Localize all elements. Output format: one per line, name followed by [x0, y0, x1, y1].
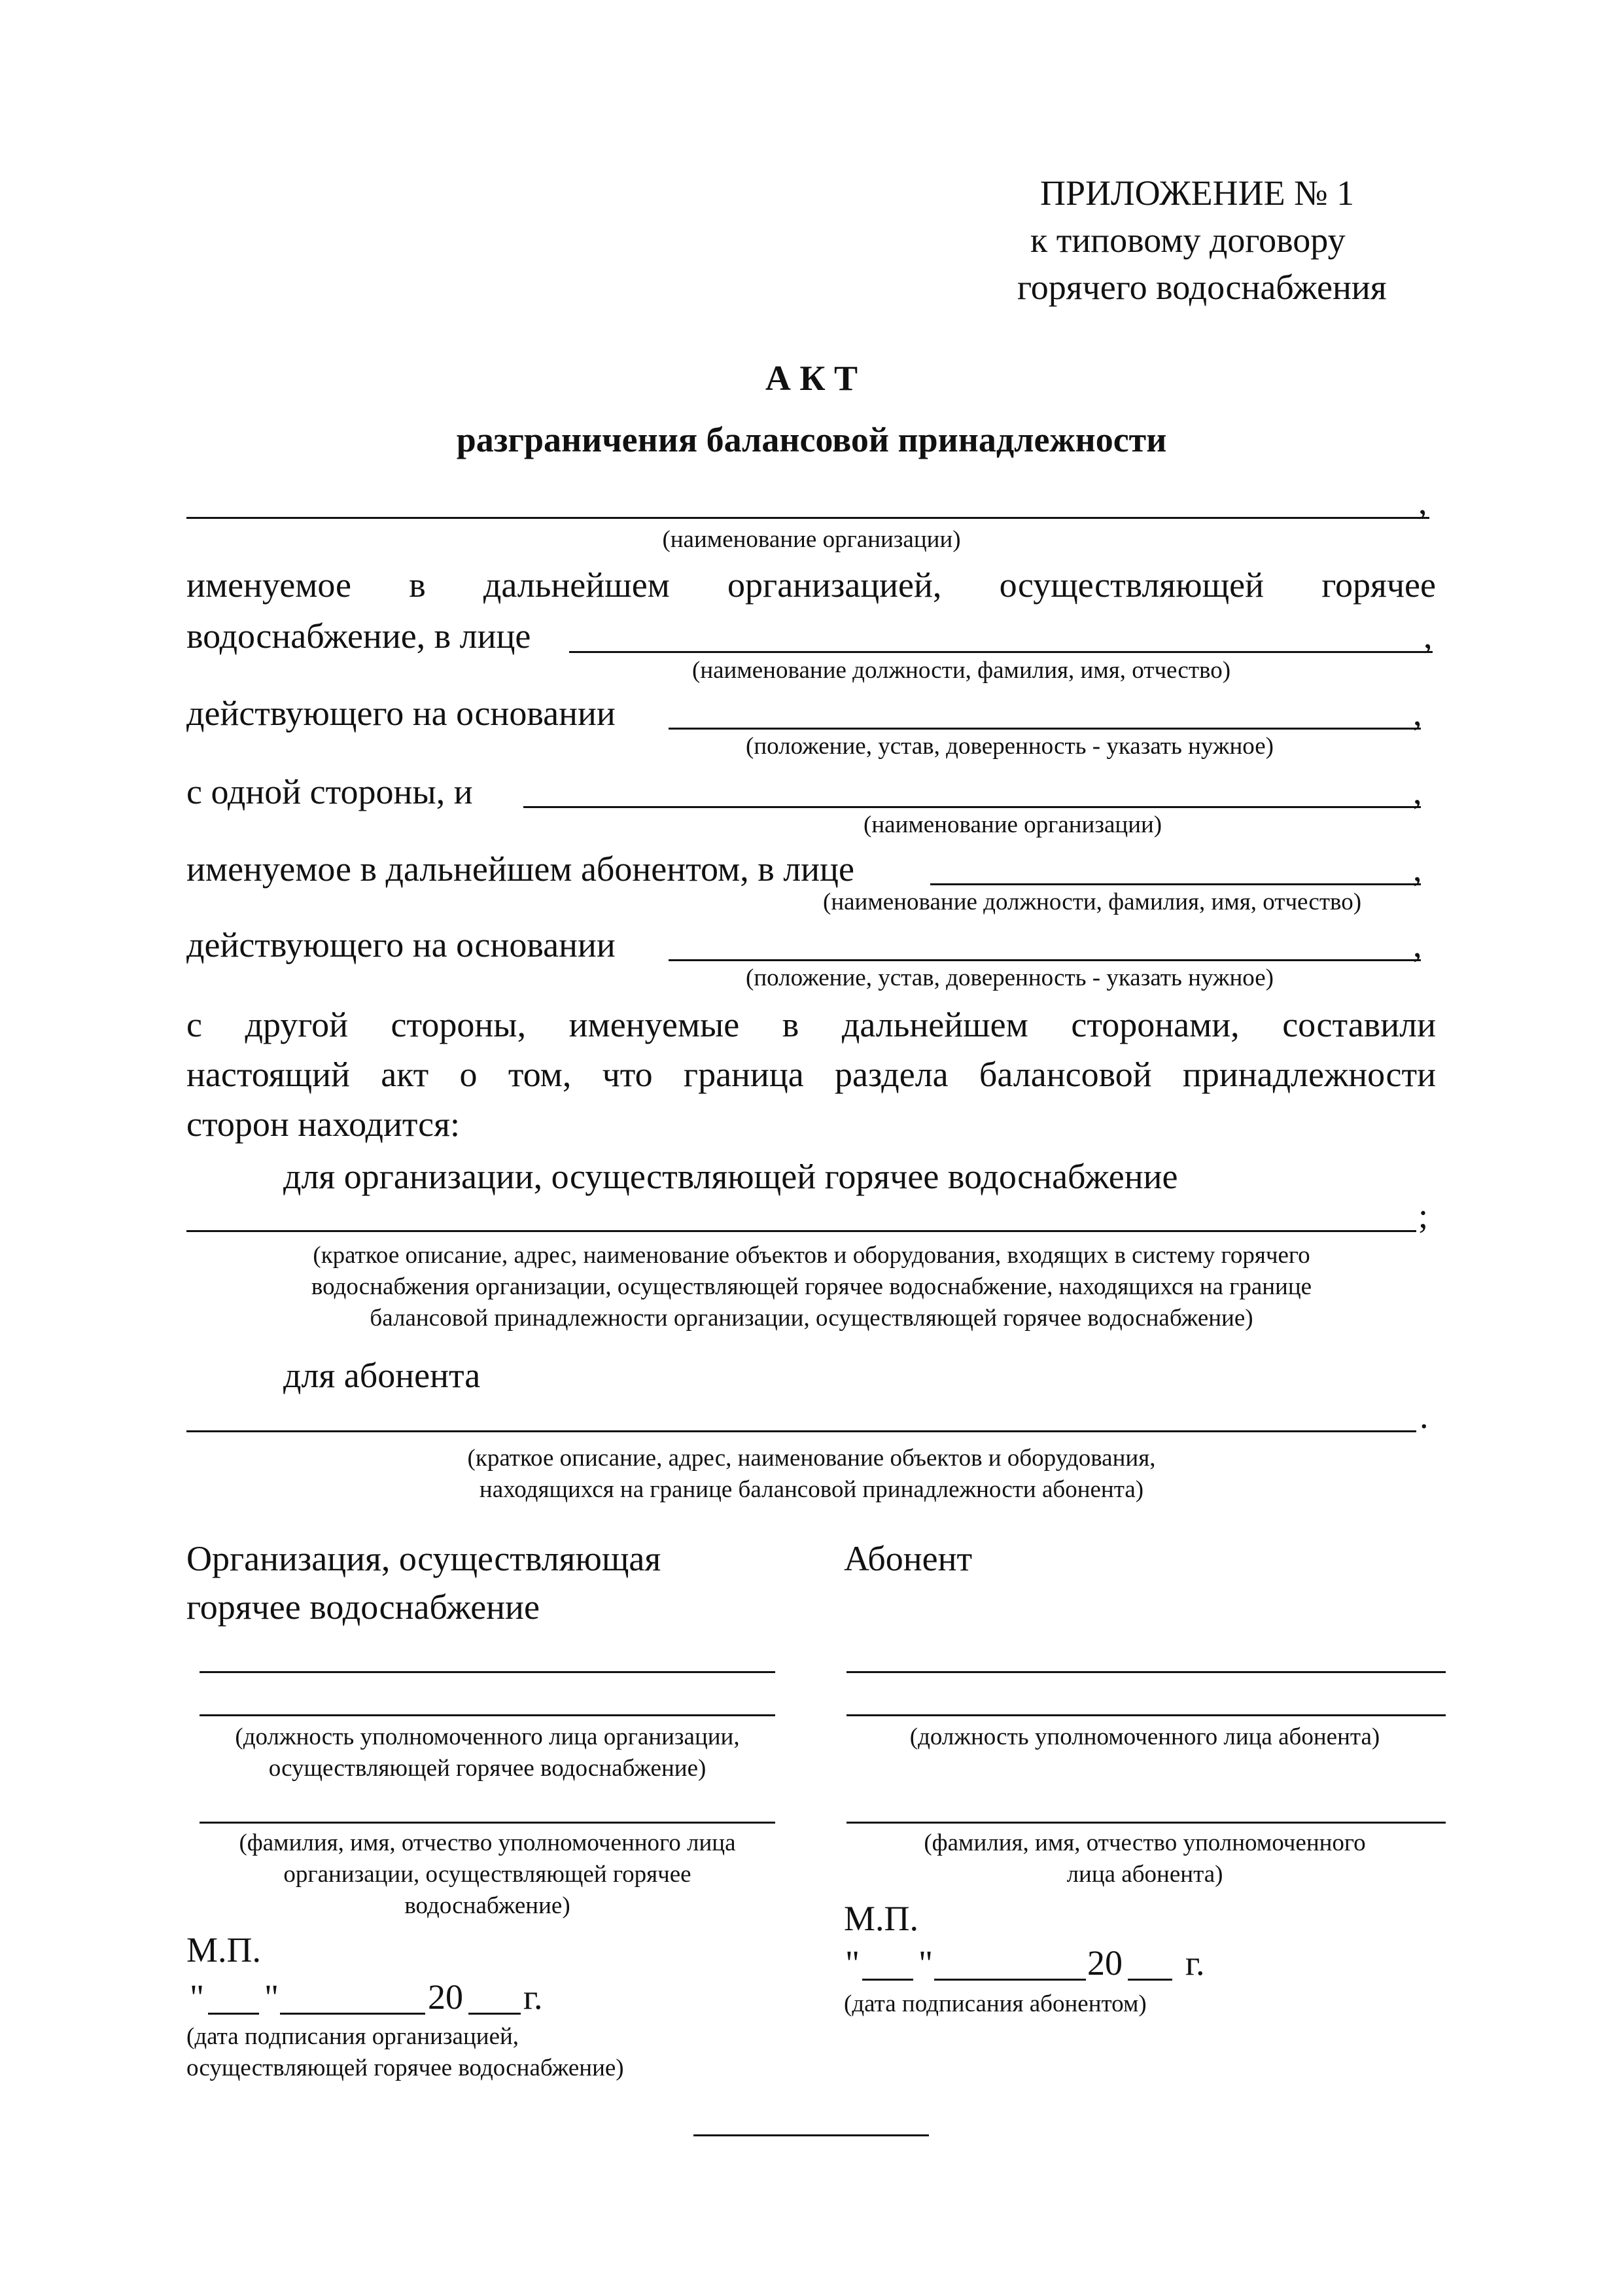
word: дальнейшем — [483, 565, 670, 605]
left-sign-line-1[interactable] — [200, 1671, 775, 1673]
word: принадлежности — [1182, 1055, 1436, 1094]
paragraph1-line2: водоснабжение, в лице — [186, 616, 531, 656]
right-date-day-line[interactable] — [862, 1979, 913, 1981]
left-name-caption-2: организации, осуществляющей горячее — [283, 1861, 691, 1888]
word: организацией, — [727, 565, 942, 605]
org-name-line[interactable] — [186, 517, 1429, 519]
word: горячее — [1321, 565, 1436, 605]
org-boundary-semicolon: ; — [1418, 1196, 1429, 1235]
left-date-year: 20 — [428, 1977, 463, 2017]
left-name-caption-1: (фамилия, имя, отчество уполномоченного лица — [239, 1829, 736, 1856]
left-name-line[interactable] — [200, 1822, 775, 1824]
representative-comma: , — [1423, 616, 1433, 656]
one-side-label: с одной стороны, и — [186, 772, 473, 811]
document-subtitle: разграничения балансовой принадлежности — [456, 420, 1167, 459]
subscriber-person-label: именуемое в дальнейшем абонентом, в лице — [186, 849, 854, 889]
left-position-caption-1: (должность уполномоченного лица организации, — [235, 1723, 740, 1750]
org-boundary-caption-3: балансовой принадлежности организации, осуществляющей горячее водоснабжение) — [370, 1305, 1253, 1332]
paragraph2-line3: сторон находится: — [186, 1104, 460, 1144]
word: что — [602, 1055, 653, 1094]
word: в — [409, 565, 426, 605]
left-date-month-line[interactable] — [280, 2013, 425, 2015]
subscriber-org-comma: , — [1413, 772, 1422, 811]
subscriber-boundary-line[interactable] — [186, 1430, 1416, 1432]
right-position-caption: (должность уполномоченного лица абонента) — [909, 1723, 1380, 1750]
paragraph2-line2 — [186, 1053, 1436, 1095]
subscriber-boundary-caption-2: находящихся на границе балансовой принадлежности абонента) — [479, 1476, 1144, 1503]
word: именуемые — [568, 1005, 740, 1044]
word: о — [459, 1055, 478, 1094]
representative-caption: (наименование должности, фамилия, имя, отчество) — [692, 657, 1231, 684]
acting-basis-label: действующего на основании — [186, 694, 616, 733]
org-representative-line[interactable] — [569, 651, 1433, 653]
right-sign-title: Абонент — [844, 1539, 973, 1578]
word: том, — [508, 1055, 572, 1094]
right-name-caption-2: лица абонента) — [1066, 1861, 1223, 1888]
word: настоящий — [186, 1055, 350, 1094]
word: акт — [381, 1055, 429, 1094]
left-date-caption-1: (дата подписания организацией, — [186, 2023, 519, 2050]
word: раздела — [834, 1055, 949, 1094]
for-subscriber-label: для абонента — [283, 1356, 481, 1395]
left-date-quote-open: " — [190, 1977, 205, 2017]
subscriber-boundary-caption-1: (краткое описание, адрес, наименование объектов и оборудования, — [467, 1445, 1156, 1472]
acting-basis2-label: действующего на основании — [186, 925, 616, 964]
subscriber-person-line[interactable] — [930, 883, 1421, 885]
left-sign-title-2: горячее водоснабжение — [186, 1587, 540, 1627]
acting-basis2-comma: , — [1413, 925, 1422, 964]
word: стороны, — [391, 1005, 527, 1044]
left-position-line[interactable] — [200, 1714, 775, 1716]
word: с — [186, 1005, 202, 1044]
document-title: А К Т — [765, 359, 858, 398]
word: в — [782, 1005, 799, 1044]
left-date-year-line[interactable] — [468, 2013, 521, 2015]
right-position-line[interactable] — [846, 1714, 1446, 1716]
acting-basis-line[interactable] — [669, 728, 1421, 730]
paragraph2-line1 — [186, 1004, 1436, 1046]
appendix-number: ПРИЛОЖЕНИЕ № 1 — [1040, 173, 1355, 213]
right-date-month-line[interactable] — [934, 1979, 1086, 1981]
appendix-ref-line2: горячего водоснабжения — [1017, 268, 1387, 307]
left-sign-title-1: Организация, осуществляющая — [186, 1539, 661, 1578]
acting-basis-comma: , — [1413, 694, 1422, 733]
word: другой — [245, 1005, 348, 1044]
right-date-quote-close: " — [918, 1943, 934, 1983]
right-sign-line-1[interactable] — [846, 1671, 1446, 1673]
word: балансовой — [979, 1055, 1152, 1094]
paragraph1-line1 — [186, 564, 1436, 606]
right-name-line[interactable] — [846, 1822, 1446, 1824]
org-boundary-caption-1: (краткое описание, адрес, наименование объектов и оборудования, входящих в систему горячего — [313, 1242, 1310, 1269]
acting-basis2-line[interactable] — [669, 959, 1421, 961]
subscriber-boundary-period: . — [1420, 1396, 1429, 1436]
left-date-caption-2: осуществляющей горячее водоснабжение) — [186, 2055, 624, 2081]
acting-basis-caption: (положение, устав, доверенность - указать нужное) — [746, 733, 1274, 760]
right-stamp: М.П. — [844, 1899, 919, 1938]
left-date-g: г. — [523, 1977, 543, 2017]
subscriber-person-caption: (наименование должности, фамилия, имя, отчество) — [823, 889, 1362, 915]
subscriber-org-caption: (наименование организации) — [864, 811, 1162, 838]
word: именуемое — [186, 565, 351, 605]
subscriber-person-comma: , — [1413, 849, 1422, 889]
org-name-comma: , — [1418, 482, 1427, 521]
word: осуществляющей — [999, 565, 1265, 605]
org-boundary-line[interactable] — [186, 1230, 1416, 1232]
right-date-g: г. — [1185, 1943, 1205, 1983]
appendix-ref-line1: к типовому договору — [1030, 221, 1346, 260]
org-name-caption: (наименование организации) — [662, 526, 961, 553]
word: составили — [1282, 1005, 1436, 1044]
right-date-year: 20 — [1087, 1943, 1123, 1983]
left-stamp: М.П. — [186, 1930, 262, 1969]
right-name-caption-1: (фамилия, имя, отчество уполномоченного — [924, 1829, 1366, 1856]
left-date-quote-close: " — [264, 1977, 279, 2017]
left-position-caption-2: осуществляющей горячее водоснабжение) — [268, 1755, 707, 1782]
left-name-caption-3: водоснабжение) — [404, 1892, 570, 1919]
word: граница — [683, 1055, 804, 1094]
word: сторонами, — [1071, 1005, 1240, 1044]
word: дальнейшем — [841, 1005, 1028, 1044]
acting-basis2-caption: (положение, устав, доверенность - указать нужное) — [746, 964, 1274, 991]
right-date-year-line[interactable] — [1128, 1979, 1172, 1981]
subscriber-org-line[interactable] — [523, 806, 1421, 808]
for-org-label: для организации, осуществляющей горячее водоснабжение — [283, 1157, 1178, 1196]
right-date-quote-open: " — [845, 1943, 860, 1983]
org-boundary-caption-2: водоснабжения организации, осуществляющей горячее водоснабжение, находящихся на границе — [311, 1273, 1312, 1300]
right-date-caption: (дата подписания абонентом) — [844, 1990, 1147, 2017]
closing-rule — [693, 2134, 929, 2136]
left-date-day-line[interactable] — [208, 2013, 259, 2015]
